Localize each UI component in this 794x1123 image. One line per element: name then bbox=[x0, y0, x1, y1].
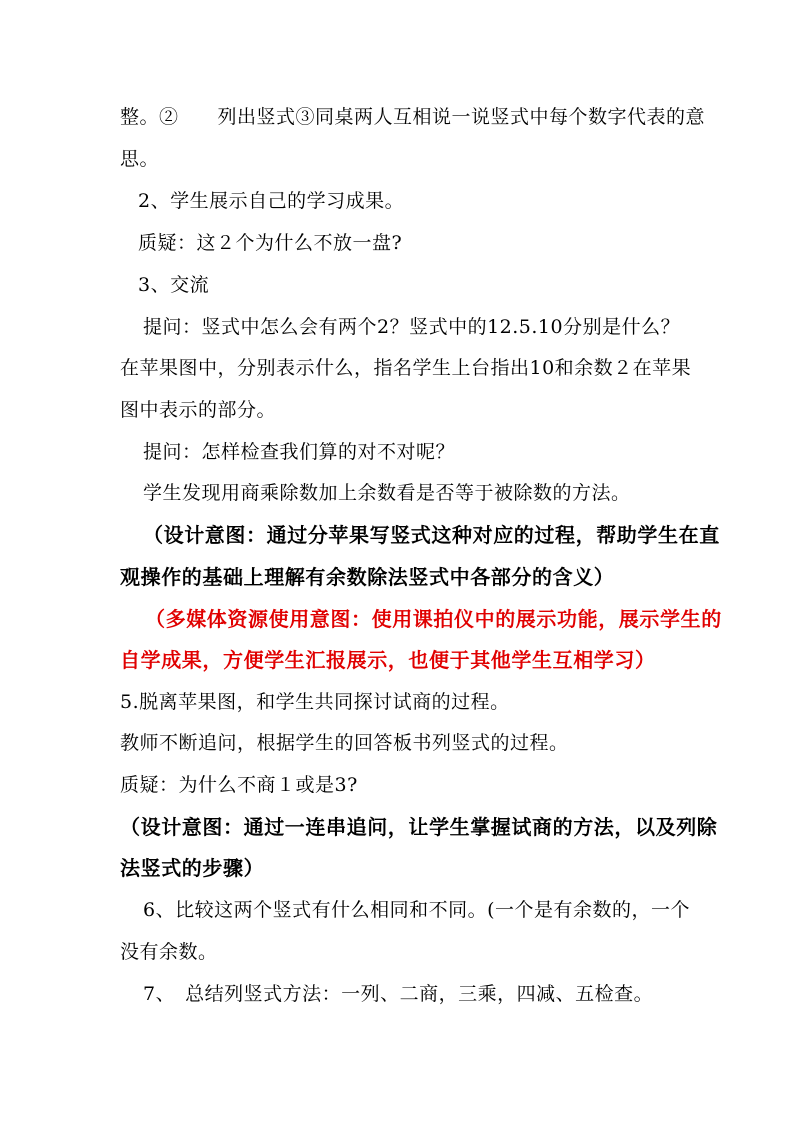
paragraph-line: 6、比较这两个竖式有什么相同和不同。(一个是有余数的，一个 bbox=[143, 899, 691, 921]
paragraph-line: 教师不断追问，根据学生的回答板书列竖式的过程。 bbox=[120, 732, 569, 754]
design-intent-note: （设计意图：通过分苹果写竖式这种对应的过程，帮助学生在直 bbox=[143, 523, 720, 547]
paragraph-line: 2、学生展示自己的学习成果。 bbox=[138, 190, 405, 212]
paragraph-line: 3、交流 bbox=[138, 274, 210, 296]
paragraph-line: 在苹果图中，分别表示什么，指名学生上台指出10和余数２在苹果 bbox=[120, 357, 692, 379]
paragraph-line: 提问：怎样检查我们算的对不对呢？ bbox=[143, 441, 456, 463]
paragraph-line: 学生发现用商乘除数加上余数看是否等于被除数的方法。 bbox=[143, 482, 631, 504]
paragraph-line: 提问：竖式中怎么会有两个2？竖式中的12.5.10分别是什么？ bbox=[143, 316, 681, 338]
multimedia-intent-note: （多媒体资源使用意图：使用课拍仪中的展示功能，展示学生的 bbox=[145, 607, 722, 631]
paragraph-line: 5.脱离苹果图，和学生共同探讨试商的过程。 bbox=[120, 691, 510, 713]
design-intent-note: 法竖式的步骤） bbox=[120, 856, 265, 880]
design-intent-note: 观操作的基础上理解有余数除法竖式中各部分的含义） bbox=[120, 565, 615, 589]
paragraph-line: 质疑：这２个为什么不放一盘? bbox=[138, 232, 403, 254]
paragraph-line: 图中表示的部分。 bbox=[120, 399, 277, 421]
paragraph-line: 没有余数。 bbox=[120, 941, 218, 963]
paragraph-line: 整。② 列出竖式③同桌两人互相说一说竖式中每个数字代表的意 bbox=[120, 106, 706, 128]
paragraph-line: 思。 bbox=[120, 148, 160, 170]
multimedia-intent-note: 自学成果，方便学生汇报展示，也便于其他学生互相学习） bbox=[120, 648, 656, 672]
design-intent-note: （设计意图：通过一连串追问，让学生掌握试商的方法，以及列除 bbox=[120, 815, 718, 839]
paragraph-line: 质疑：为什么不商１或是3? bbox=[120, 774, 358, 796]
paragraph-line: 7、 总结列竖式方法：一列、二商，三乘，四减、五检查。 bbox=[143, 983, 654, 1005]
